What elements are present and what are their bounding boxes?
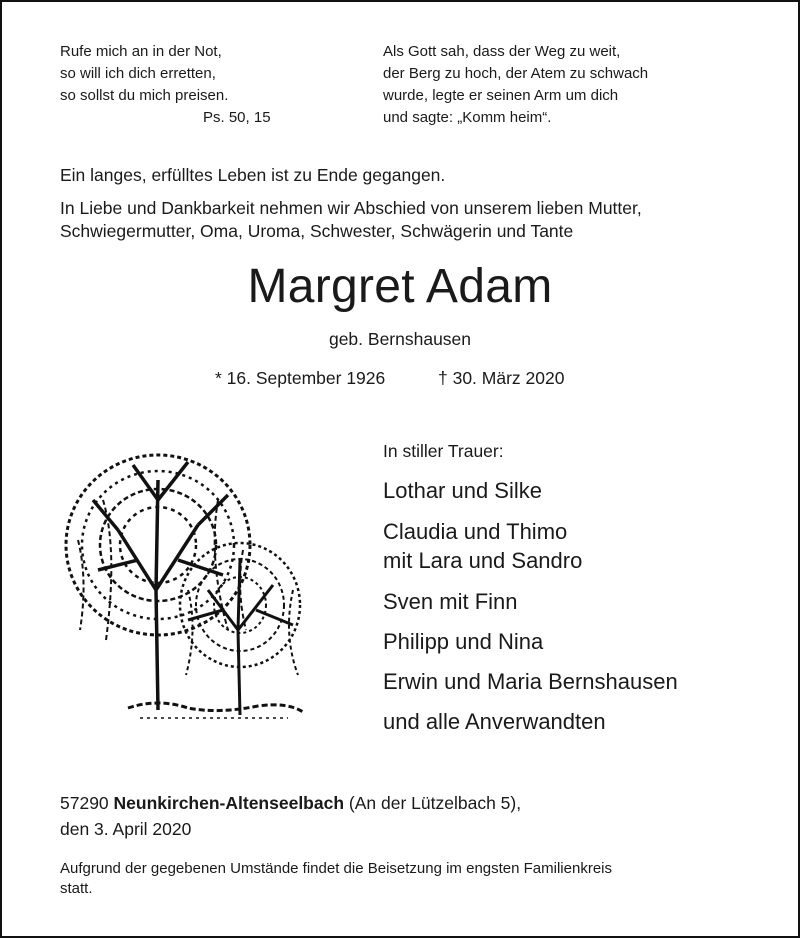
address-line <box>60 793 521 814</box>
burial-notice-line: statt. <box>60 880 93 897</box>
deceased-name: Margret Adam <box>247 260 553 313</box>
mourner-name: Erwin und Maria Bernshausen <box>383 669 678 694</box>
burial-notice-line: Aufgrund der gegebenen Umstände findet die Beisetzung im engsten Familienkreis <box>60 860 612 877</box>
verse-right-line: der Berg zu hoch, der Atem zu schwach <box>383 65 649 82</box>
verse-reference: Ps. 50, 15 <box>203 109 271 126</box>
verse-left-line: so will ich dich erretten, <box>60 65 216 82</box>
intro-line: In Liebe und Dankbarkeit nehmen wir Abschied von unserem lieben Mutter, <box>60 198 642 218</box>
intro-line: Schwiegermutter, Oma, Uroma, Schwester, Schwägerin und Tante <box>60 221 574 241</box>
verse-left <box>60 41 228 107</box>
verse-right-line: und sagte: „Komm heim“. <box>383 109 552 126</box>
maiden-name: geb. Bernshausen <box>328 329 472 349</box>
mourner-name: Lothar und Silke <box>383 478 542 503</box>
verse-left-line: so sollst du mich preisen. <box>60 87 229 104</box>
mourner-name: Claudia und Thimo <box>383 519 568 544</box>
mourner-name: Sven mit Finn <box>383 589 518 614</box>
verse-right <box>383 41 648 129</box>
death-date: † 30. März 2020 <box>438 368 565 388</box>
mourners-heading: In stiller Trauer: <box>383 441 504 461</box>
verse-right-line: Als Gott sah, dass der Weg zu weit, <box>383 43 621 60</box>
address-date: den 3. April 2020 <box>60 819 192 839</box>
address-street: (An der Lützelbach 5), <box>348 793 522 813</box>
address-zip: 57290 <box>60 793 109 813</box>
weeping-willow-trees-icon <box>58 440 318 725</box>
address-city: Neunkirchen-Altenseelbach <box>113 793 345 813</box>
mourner-name: mit Lara und Sandro <box>383 548 583 573</box>
intro-line: Ein langes, erfülltes Leben ist zu Ende gegangen. <box>60 165 446 185</box>
mourner-name: Philipp und Nina <box>383 629 544 654</box>
verse-left-line: Rufe mich an in der Not, <box>60 43 222 60</box>
mourner-name: und alle Anverwandten <box>383 709 606 734</box>
birth-date: * 16. September 1926 <box>215 368 386 388</box>
verse-right-line: wurde, legte er seinen Arm um dich <box>383 87 619 104</box>
